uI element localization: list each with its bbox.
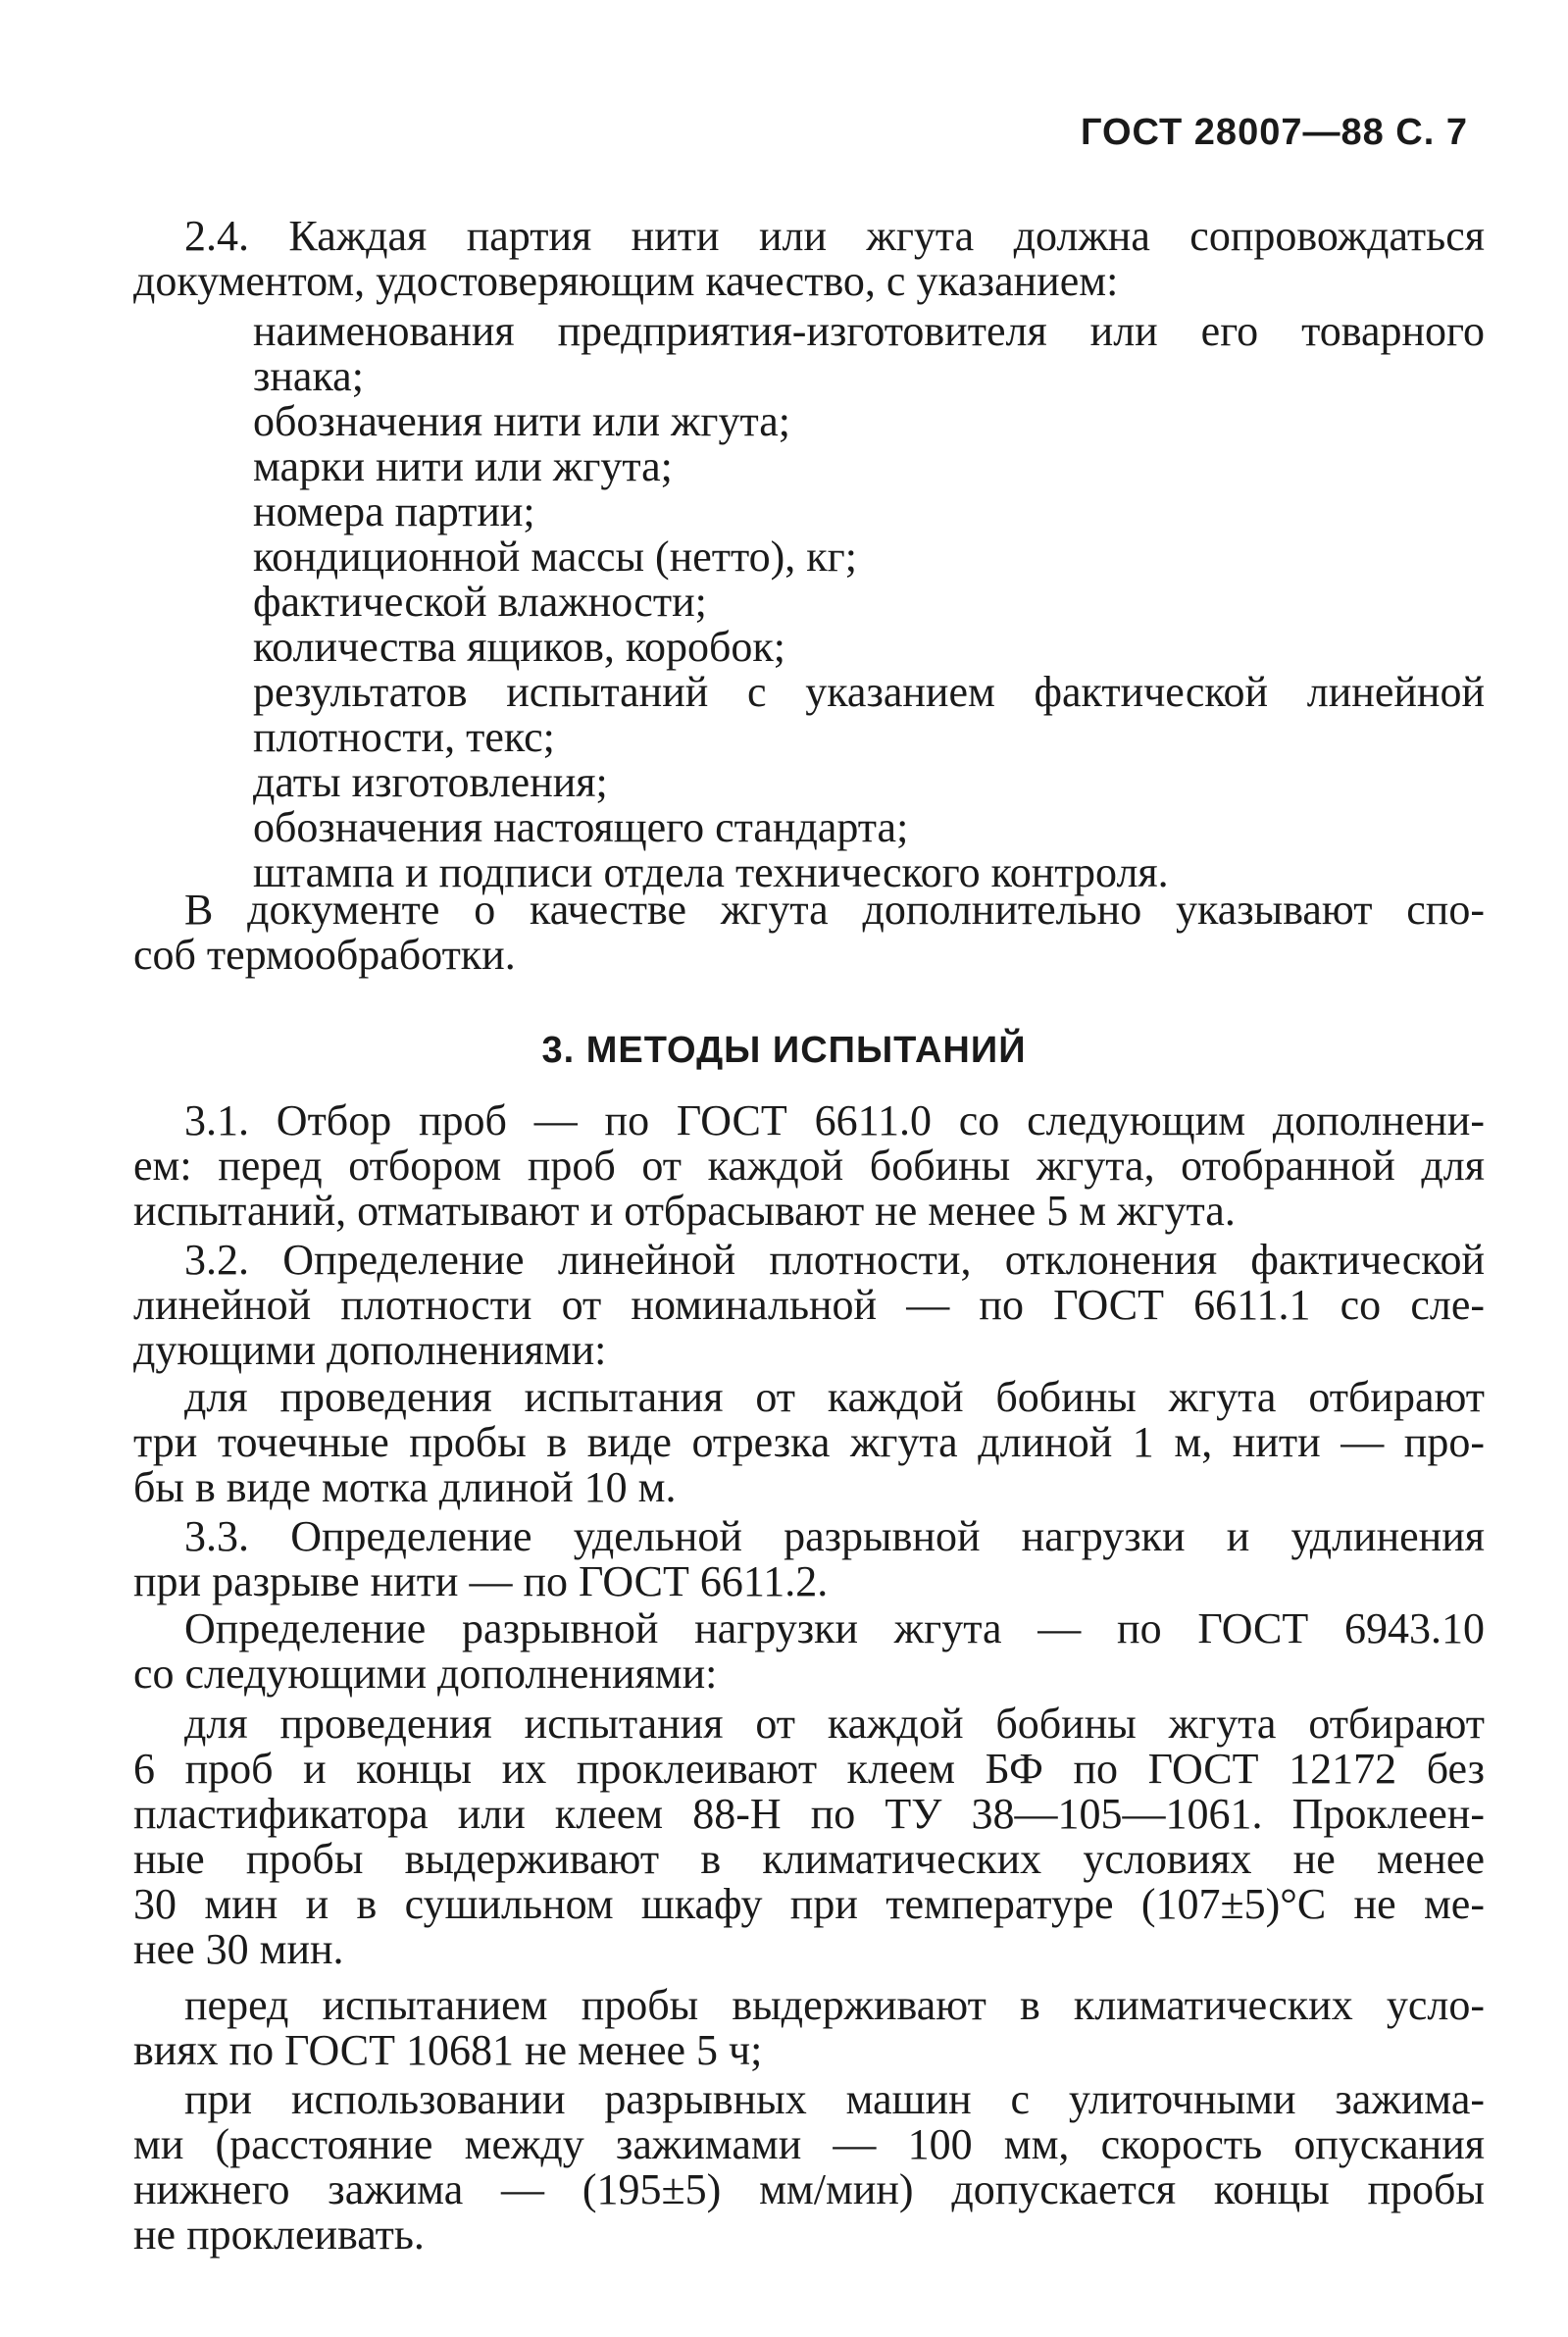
text-line: ем: перед отбором проб от каждой бобины жгута, отобранной для [133, 1142, 1485, 1190]
text-line: 6 проб и концы их проклеивают клеем БФ по ГОСТ 12172 без [133, 1745, 1485, 1793]
text-line: со следующими дополнениями: [133, 1650, 718, 1698]
text-line: бы в виде мотка длиной 10 м. [133, 1463, 677, 1511]
text-line: нее 30 мин. [133, 1925, 344, 1973]
list-item: знака; [253, 352, 364, 400]
quality-document-items [253, 309, 1485, 895]
text-line: ми (расстояние между зажимами — 100 мм, скорость опускания [133, 2120, 1485, 2168]
paragraph-3-2 [133, 1236, 1485, 1374]
text-line: не проклеивать. [133, 2210, 425, 2259]
list-item: марки нити или жгута; [253, 442, 673, 490]
text-line: линейной плотности от номинальной — по ГОСТ 6611.1 со сле- [133, 1281, 1485, 1329]
paragraph-3-1 [133, 1096, 1485, 1235]
text-line: соб термообработки. [133, 931, 516, 979]
text-line: перед испытанием пробы выдерживают в климатических усло- [184, 1981, 1485, 2029]
text-line: три точечные пробы в виде отрезка жгута длиной 1 м, нити — про- [133, 1418, 1485, 1466]
paragraph-3-3 [133, 1512, 1485, 1605]
text-line: 3.2. Определение линейной плотности, отклонения фактической [184, 1236, 1485, 1284]
text-line: для проведения испытания от каждой бобины жгута отбирают [184, 1700, 1485, 1748]
list-item: даты изготовления; [253, 758, 608, 806]
paragraph-2-4 [133, 212, 1485, 305]
text-line: виях по ГОСТ 10681 не менее 5 ч; [133, 2026, 763, 2074]
page-header: ГОСТ 28007—88 С. 7 [1080, 112, 1468, 153]
text-line: при разрыве нити — по ГОСТ 6611.2. [133, 1557, 829, 1605]
list-item: плотности, текс; [253, 713, 555, 761]
quality-note [133, 886, 1485, 979]
list-item: обозначения настоящего стандарта; [253, 803, 909, 851]
paragraph-clamps [133, 2075, 1485, 2259]
text-line: В документе о качестве жгута дополнительно указывают спо- [184, 886, 1485, 934]
list-item: наименования предприятия-изготовителя или его товарного [253, 307, 1485, 355]
text-line: Определение разрывной нагрузки жгута — по ГОСТ 6943.10 [184, 1604, 1485, 1652]
text-line: испытаний, отматывают и отбрасывают не менее 5 м жгута. [133, 1187, 1236, 1235]
list-item: штампа и подписи отдела технического контроля. [253, 848, 1169, 896]
text-line: нижнего зажима — (195±5) мм/мин) допускается концы пробы [133, 2165, 1485, 2213]
list-item: фактической влажности; [253, 578, 707, 626]
text-line: при использовании разрывных машин с улиточными зажима- [184, 2075, 1485, 2123]
paragraph-conditioning [133, 1981, 1485, 2074]
text-line: дующими дополнениями: [133, 1326, 607, 1374]
paragraph-samples [133, 1700, 1485, 1973]
list-item: количества ящиков, коробок; [253, 623, 786, 671]
list-item: обозначения нити или жгута; [253, 397, 790, 445]
text-line: 3.1. Отбор проб — по ГОСТ 6611.0 со следующим дополнени- [184, 1096, 1485, 1144]
list-item: результатов испытаний с указанием фактической линейной [253, 668, 1485, 716]
section-heading: 3. МЕТОДЫ ИСПЫТАНИЙ [541, 1030, 1027, 1071]
text-line: 2.4. Каждая партия нити или жгута должна сопровождаться [184, 212, 1485, 260]
list-item: номера партии; [253, 487, 535, 535]
text-line: документом, удостоверяющим качество, с указанием: [133, 257, 1119, 305]
list-item: кондиционной массы (нетто), кг; [253, 533, 857, 581]
text-line: пластификатора или клеем 88-Н по ТУ 38—105—1061. Проклеен- [133, 1790, 1485, 1838]
text-line: ные пробы выдерживают в климатических условиях не менее [133, 1835, 1485, 1883]
text-line: 3.3. Определение удельной разрывной нагрузки и удлинения [184, 1512, 1485, 1560]
paragraph-3-2-addition [133, 1373, 1485, 1511]
text-line: 30 мин и в сушильном шкафу при температуре (107±5)°С не ме- [133, 1880, 1485, 1928]
paragraph-tow-load [133, 1604, 1485, 1698]
text-line: для проведения испытания от каждой бобины жгута отбирают [184, 1373, 1485, 1421]
